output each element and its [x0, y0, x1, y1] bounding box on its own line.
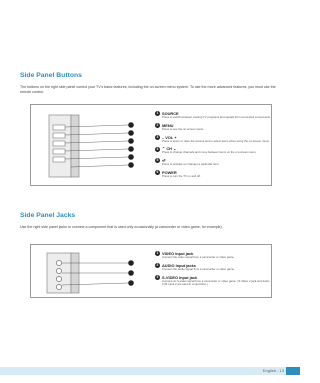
list-item [155, 146, 271, 155]
item-description: Press to activate (or change) a particular item. [162, 162, 220, 167]
section-title-side-panel-buttons: Side Panel Buttons [20, 72, 82, 79]
list-item [155, 135, 271, 144]
enter-icon: ⏎ [162, 158, 166, 164]
list-item [155, 251, 271, 260]
item-title: VIDEO Input jack [162, 251, 194, 256]
item-number: 5 [156, 158, 159, 163]
item-title: SOURCE [162, 111, 179, 116]
item-number: 4 [156, 146, 159, 151]
tv-side-panel-illustration [35, 111, 145, 181]
side-panel-jacks-intro: Use the right side panel jacks to connect a component that is used only occasionally (a camcorder or video game, for example). [20, 225, 223, 229]
side-panel-buttons-figure [30, 104, 272, 186]
item-description: Press to switch between viewing TV programs and signals from connected components. [162, 115, 271, 119]
section-title-side-panel-jacks: Side Panel Jacks [20, 212, 76, 219]
item-description: Press to change channels and move between items on the on-screen menu. [162, 150, 257, 155]
item-title: ⌃ CH ⌄ [162, 146, 177, 152]
item-title: S-VIDEO Input jack [162, 274, 198, 280]
list-item [155, 263, 271, 272]
item-number: 1 [156, 251, 159, 256]
item-description: Connect an S-video signal from a camcorder or video game. (S-Video 2 jack and Audio 2 (R-input 2 are used in conjunction.) [162, 278, 270, 287]
item-description: Connect the video signal from a camcorder or video game. [162, 255, 235, 259]
page-number: English - 13 [262, 368, 284, 373]
item-title: AUDIO Input jacks [162, 262, 196, 268]
side-panel-jacks-list [155, 251, 271, 290]
item-number: 6 [156, 170, 159, 175]
item-number: 3 [156, 134, 159, 139]
side-panel-buttons-intro: The buttons on the right side panel control your TV's basic features, including the on-screen menu system. To use the more advanced features, you must use the remote control. [20, 85, 276, 95]
footer-band [0, 367, 300, 375]
item-number: 2 [156, 122, 159, 127]
list-item [155, 158, 271, 167]
page-tab-marker [286, 367, 300, 375]
side-panel-buttons-list [155, 111, 271, 182]
item-description: Connect the audio signal from a camcorder or video game. [162, 266, 235, 271]
item-title: POWER [162, 169, 177, 175]
item-title: MENU [162, 122, 174, 128]
list-item [155, 275, 271, 287]
list-item [155, 170, 271, 179]
item-title: – VOL + [162, 134, 177, 140]
side-panel-jacks-figure [30, 244, 272, 298]
item-description: Press to lower or raise the volume and to select items when using the on-screen menu. [162, 138, 270, 143]
item-number: 3 [156, 274, 159, 279]
list-item [155, 111, 271, 120]
item-number: 1 [156, 111, 159, 116]
item-description: Press to turn the TV on and off. [162, 173, 201, 178]
tv-side-jacks-illustration [35, 251, 145, 295]
item-description: Press to see the on-screen menu. [162, 126, 204, 131]
item-number: 2 [156, 262, 159, 267]
list-item [155, 123, 271, 132]
